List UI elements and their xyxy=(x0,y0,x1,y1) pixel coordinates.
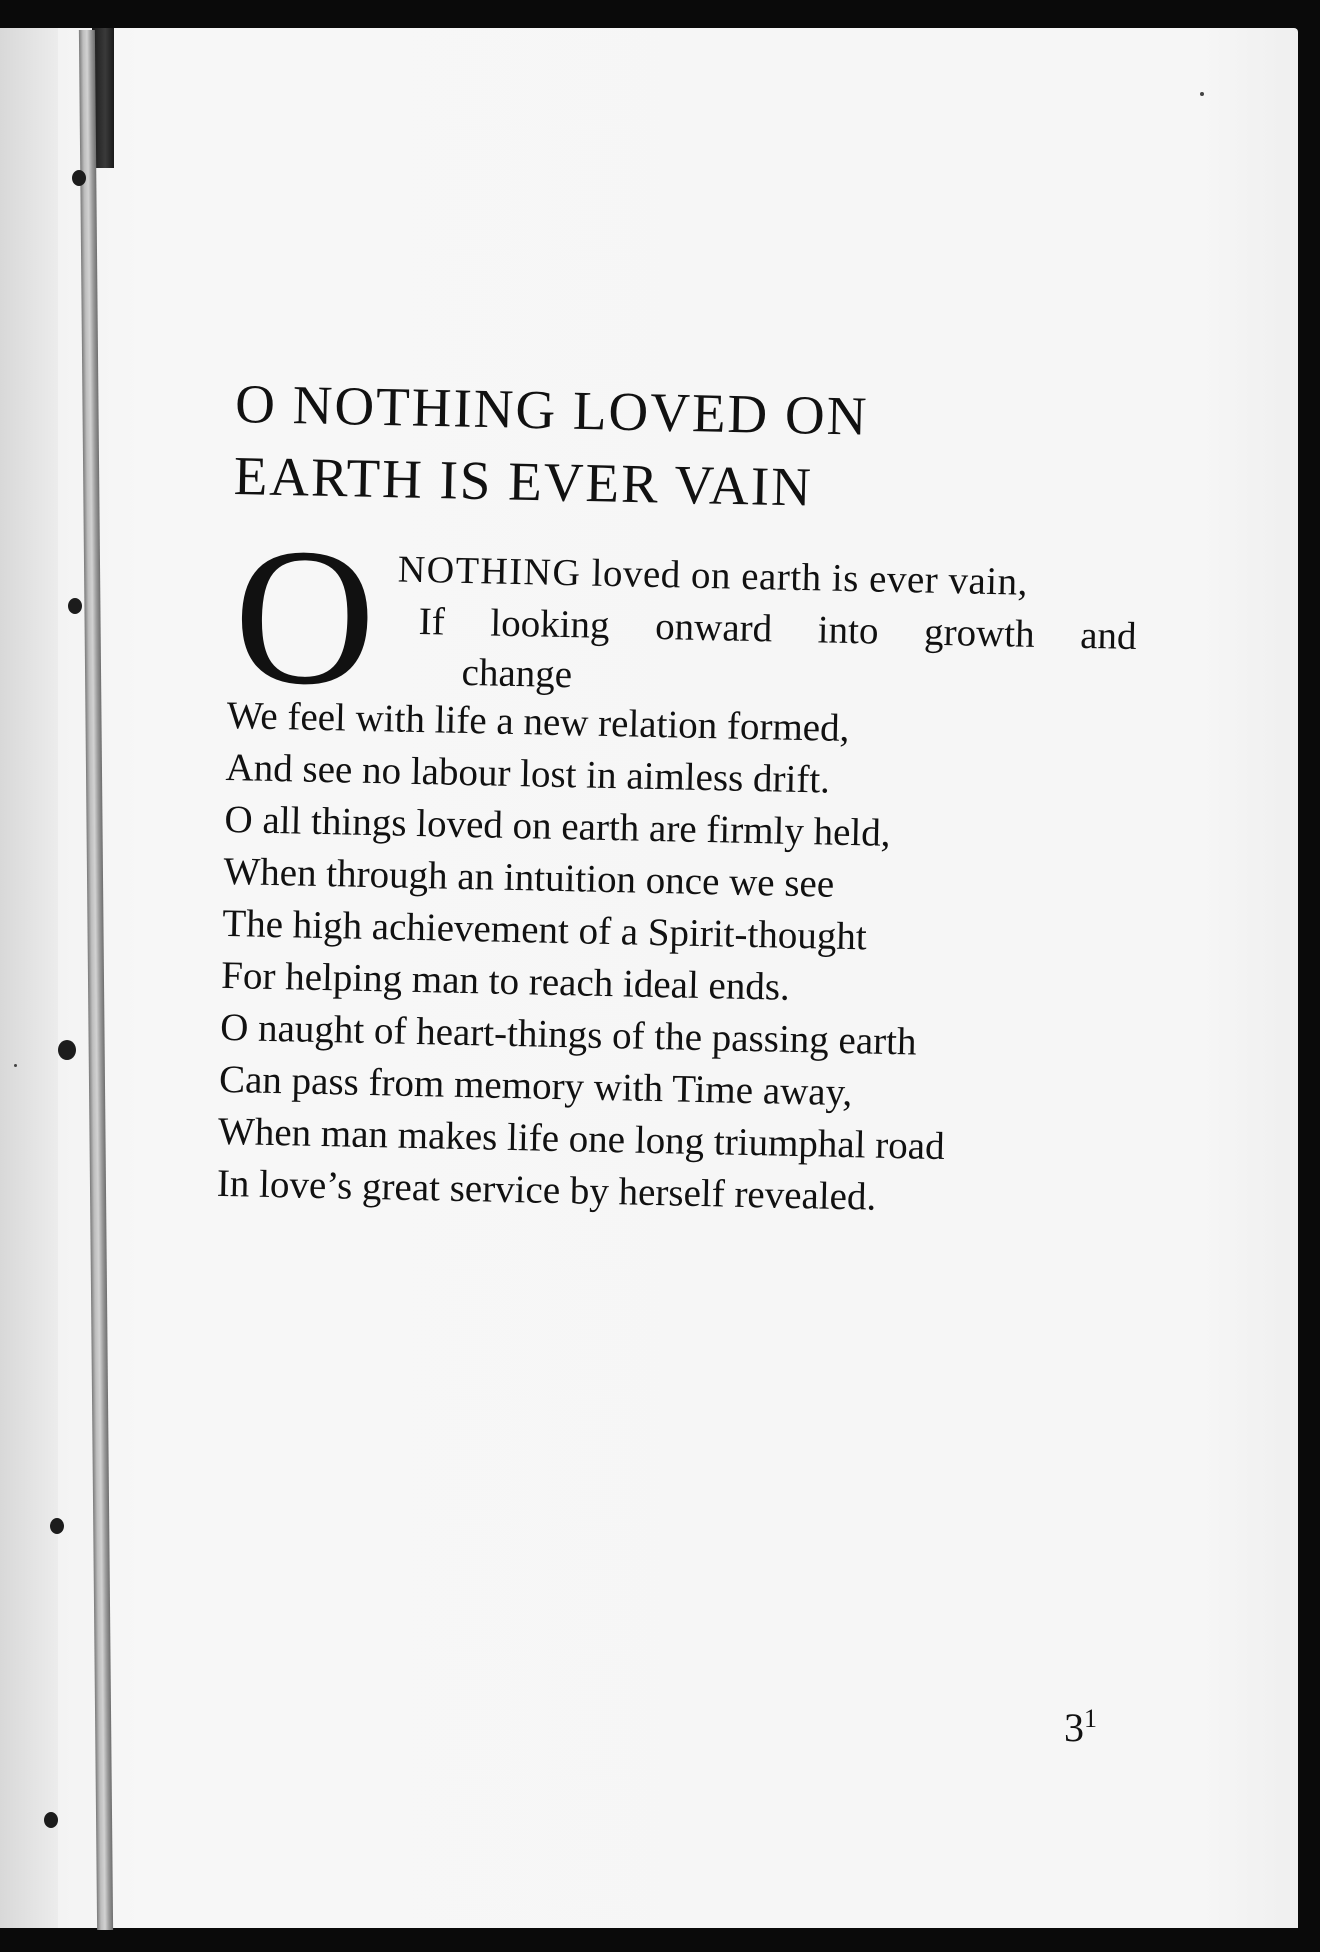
drop-cap: O xyxy=(231,507,378,727)
title-line-1: O NOTHING LOVED ON xyxy=(234,372,870,447)
justified-word: and xyxy=(1079,613,1138,658)
poem-line-1 xyxy=(397,546,1028,607)
poem-line: Can pass from memory with Time away, xyxy=(218,1057,853,1115)
poem-line: O all things loved on earth are firmly held, xyxy=(224,797,891,855)
first-line-rest: loved on earth is ever vain, xyxy=(580,551,1029,604)
first-word-caps: NOTHING xyxy=(397,548,582,595)
justified-word: into xyxy=(817,608,879,653)
justified-word: growth xyxy=(923,610,1036,656)
poem-line: For helping man to reach ideal ends. xyxy=(220,953,791,1009)
poem-line: We feel with life a new relation formed, xyxy=(226,693,850,751)
page-number-main: 3 xyxy=(1064,1705,1084,1750)
justified-word: looking xyxy=(489,601,610,647)
page-number xyxy=(1064,1704,1097,1751)
page-number-superscript: 1 xyxy=(1084,1704,1097,1733)
justified-word: If xyxy=(418,599,446,644)
poem-line: When through an intuition once we see xyxy=(223,849,835,906)
justified-word: onward xyxy=(654,604,773,651)
poem-line: In love’s great service by herself revealed. xyxy=(216,1161,877,1219)
poem-line: O naught of heart-things of the passing earth xyxy=(219,1005,917,1064)
poem-line: The high achievement of a Spirit-thought xyxy=(221,901,868,959)
poem-line-3: change xyxy=(461,650,573,697)
title-line-2: EARTH IS EVER VAIN xyxy=(233,444,814,518)
poem-line: And see no labour lost in aimless drift. xyxy=(225,745,831,802)
poem-line: When man makes life one long triumphal road xyxy=(217,1109,946,1169)
